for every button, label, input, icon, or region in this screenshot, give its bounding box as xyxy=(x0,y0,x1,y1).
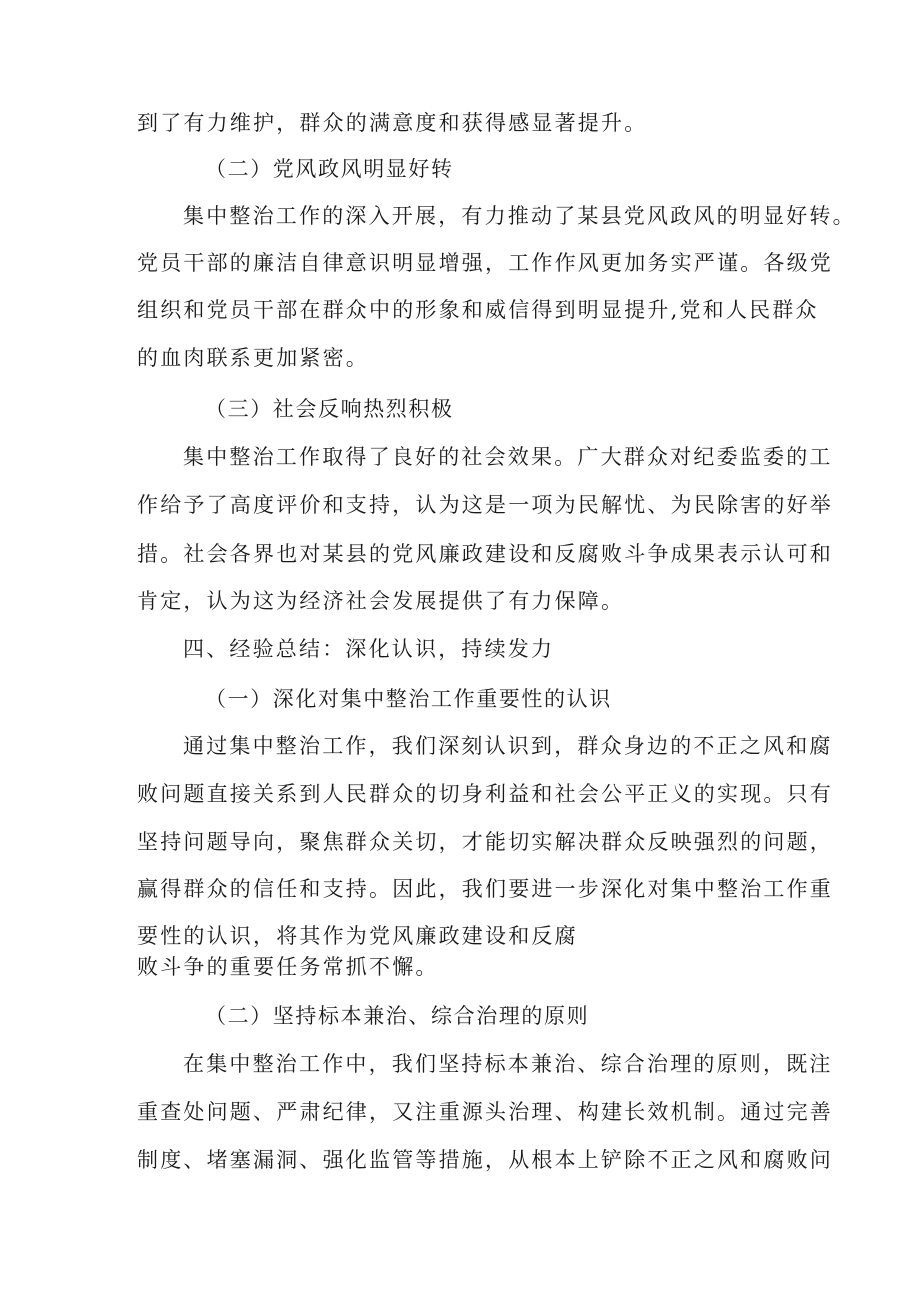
paragraph-line: 败斗争的重要任务常抓不懈。 xyxy=(137,955,439,979)
chapter-heading: 四、经验总结：深化认识，持续发力 xyxy=(183,637,555,661)
paragraph-line: 通过集中整治工作，我们深刻认识到，群众身边的不正之风和腐 xyxy=(183,734,833,758)
section-heading: （三）社会反响热烈积极 xyxy=(205,397,454,421)
section-heading: （一）深化对集中整治工作重要性的认识 xyxy=(205,687,612,711)
paragraph-line: 重查处问题、严肃纪律，又注重源头治理、构建长效机制。通过完善 xyxy=(137,1100,833,1124)
paragraph-line: 制度、堵塞漏洞、强化监管等措施，从根本上铲除不正之风和腐败问 xyxy=(137,1148,833,1172)
section-heading: （二）坚持标本兼治、综合治理的原则 xyxy=(205,1004,590,1028)
paragraph-line: 党员干部的廉洁自律意识明显增强，工作作风更加务实严谨。各级党 xyxy=(137,251,833,275)
paragraph-line: 作给予了高度评价和支持，认为这是一项为民解忧、为民除害的好举 xyxy=(137,493,833,517)
paragraph-line: 集中整治工作取得了良好的社会效果。广大群众对纪委监委的工 xyxy=(183,445,833,469)
paragraph-line: 组织和党员干部在群众中的形象和威信得到明显提升,党和人民群众 xyxy=(137,298,819,322)
paragraph-line: 措。社会各界也对某县的党风廉政建设和反腐败斗争成果表示认可和 xyxy=(137,542,833,566)
paragraph-line: 要性的认识，将其作为党风廉政建设和反腐 xyxy=(137,924,578,948)
paragraph-line: 坚持问题导向，聚焦群众关切，才能切实解决群众反映强烈的问题， xyxy=(137,830,833,854)
paragraph-line: 败问题直接关系到人民群众的切身利益和社会公平正义的实现。只有 xyxy=(137,782,833,806)
paragraph-line: 肯定，认为这为经济社会发展提供了有力保障。 xyxy=(137,589,625,613)
paragraph-line: 到了有力维护，群众的满意度和获得感显著提升。 xyxy=(137,111,648,135)
paragraph-line: 在集中整治工作中，我们坚持标本兼治、综合治理的原则，既注 xyxy=(183,1052,833,1076)
paragraph-line: 赢得群众的信任和支持。因此，我们要进一步深化对集中整治工作重 xyxy=(137,877,833,901)
paragraph-line: 集中整治工作的深入开展，有力推动了某县党风政风的明显好转。 xyxy=(183,204,856,228)
paragraph-line: 的血肉联系更加紧密。 xyxy=(137,346,369,370)
section-heading: （二）党风政风明显好转 xyxy=(205,157,454,181)
